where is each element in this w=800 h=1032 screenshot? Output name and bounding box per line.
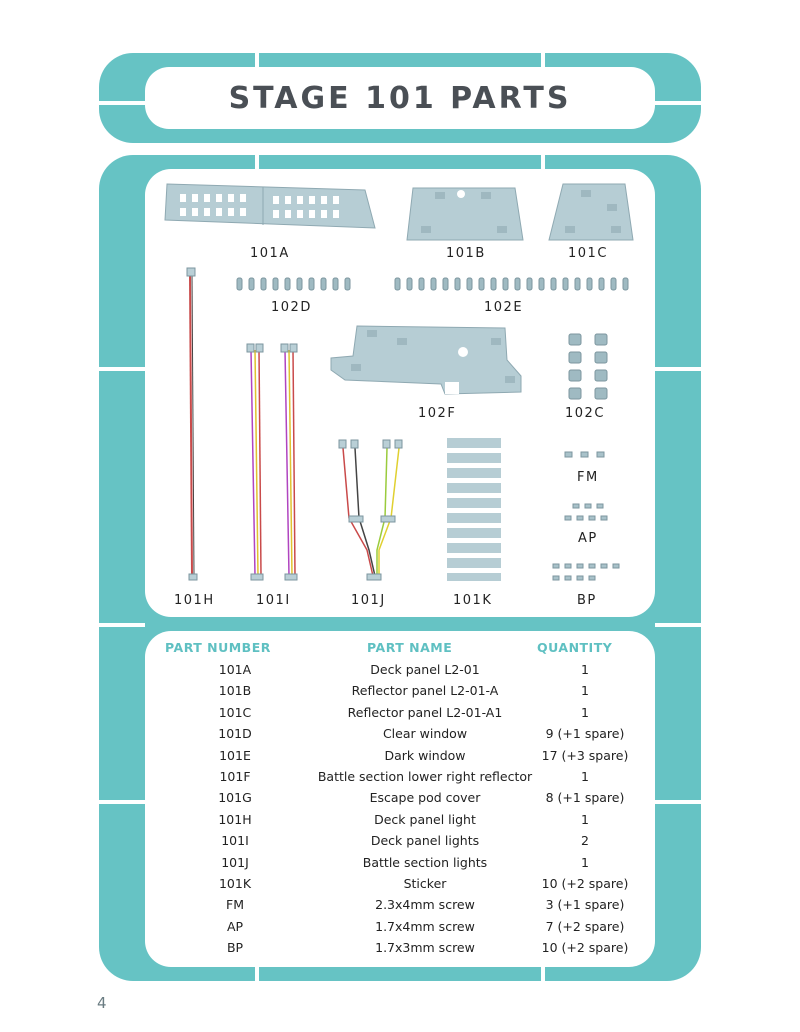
quantity-cell: 10 (+2 spare) — [541, 876, 629, 891]
label-102c: 102C — [565, 406, 605, 421]
part-number-cell: 101F — [219, 769, 251, 784]
part-name-cell: Reflector panel L2-01-A — [351, 683, 499, 699]
label-101b: 101B — [446, 246, 486, 261]
part-number-cell: AP — [226, 918, 244, 934]
part-name-cell: 2.3x4mm screw — [375, 897, 475, 913]
part-name-cell: 1.7x3mm screw — [375, 940, 475, 956]
part-number-cell: 101C — [218, 704, 252, 720]
page-number: 4 — [97, 994, 107, 1012]
table-row — [145, 748, 655, 769]
part-102f-reflector — [331, 326, 521, 394]
table-row — [145, 897, 655, 918]
quantity-cell: 1 — [581, 854, 589, 870]
header-part-name: PART NAME — [367, 640, 453, 655]
part-number-cell: 101K — [218, 876, 252, 891]
quantity-cell: 1 — [581, 662, 589, 677]
table-row — [145, 662, 655, 683]
label-101k: 101K — [453, 593, 493, 608]
part-name-cell: Battle section lower right reflector — [317, 769, 533, 784]
quantity-cell: 1 — [581, 769, 589, 784]
part-101b-reflector-panel — [407, 188, 523, 240]
part-name-cell: 1.7x4mm screw — [375, 918, 475, 934]
part-102e-windows — [395, 278, 628, 290]
part-name-cell: Deck panel light — [374, 811, 476, 827]
label-102f: 102F — [418, 406, 457, 421]
table-row — [145, 705, 655, 726]
label-fm: FM — [577, 470, 599, 485]
header-part-number: PART NUMBER — [165, 640, 271, 655]
table-row — [145, 919, 655, 940]
part-101i-lights — [247, 344, 297, 580]
part-ap-screws — [565, 504, 607, 520]
part-101a-deck-panel — [165, 184, 375, 228]
part-name-cell: Clear window — [382, 726, 468, 742]
table-row — [145, 726, 655, 747]
table-row — [145, 940, 655, 961]
header-quantity: QUANTITY — [537, 640, 613, 655]
table-row — [145, 876, 655, 897]
part-101j-battle-lights — [339, 440, 402, 580]
quantity-cell: 17 (+3 spare) — [541, 747, 629, 763]
quantity-cell: 7 (+2 spare) — [545, 918, 625, 934]
table-row — [145, 790, 655, 811]
label-101a: 101A — [250, 246, 290, 261]
part-number-cell: FM — [226, 897, 244, 913]
part-name-cell: Escape pod cover — [369, 790, 481, 806]
part-101h-light — [187, 268, 197, 580]
part-name-cell: Sticker — [403, 876, 447, 891]
part-number-cell: 101D — [218, 726, 252, 742]
quantity-cell: 1 — [581, 811, 589, 827]
part-number-cell: 101G — [218, 790, 252, 806]
quantity-cell: 2 — [581, 833, 589, 849]
label-102e: 102E — [484, 300, 524, 315]
quantity-cell: 10 (+2 spare) — [541, 940, 629, 956]
part-number-cell: 101A — [218, 662, 252, 677]
table-row — [145, 683, 655, 704]
part-fm-screws — [565, 452, 604, 457]
label-bp: BP — [577, 593, 597, 608]
part-bp-screws — [553, 564, 619, 580]
table-row — [145, 833, 655, 854]
part-number-cell: 101I — [221, 833, 249, 849]
part-number-cell: 101B — [218, 683, 252, 699]
part-name-cell: Reflector panel L2-01-A1 — [347, 704, 503, 720]
part-number-cell: BP — [226, 940, 244, 956]
label-ap: AP — [578, 531, 598, 546]
page-title: STAGE 101 PARTS — [228, 80, 572, 116]
label-101j: 101J — [351, 593, 386, 608]
quantity-cell: 1 — [581, 683, 589, 699]
part-name-cell: Deck panel lights — [370, 833, 480, 849]
label-101h: 101H — [174, 593, 215, 608]
label-101i: 101I — [256, 593, 291, 608]
part-101c-reflector-panel — [549, 184, 633, 240]
label-101c: 101C — [568, 246, 608, 261]
part-name-cell: Battle section lights — [362, 854, 488, 870]
part-101k-stickers — [447, 438, 501, 581]
part-number-cell: 101H — [218, 811, 252, 827]
part-number-cell: 101E — [219, 747, 251, 763]
table-row — [145, 855, 655, 876]
part-name-cell: Dark window — [384, 747, 466, 763]
quantity-cell: 3 (+1 spare) — [545, 897, 625, 913]
quantity-cell: 1 — [581, 704, 589, 720]
part-number-cell: 101J — [221, 854, 249, 870]
part-102d-windows — [237, 278, 350, 290]
part-name-cell: Deck panel L2-01 — [370, 662, 480, 677]
quantity-cell: 9 (+1 spare) — [545, 726, 625, 742]
quantity-cell: 8 (+1 spare) — [545, 790, 625, 806]
table-row — [145, 812, 655, 833]
label-102d: 102D — [271, 300, 312, 315]
part-102c-pod-covers — [569, 334, 607, 399]
table-row — [145, 769, 655, 790]
